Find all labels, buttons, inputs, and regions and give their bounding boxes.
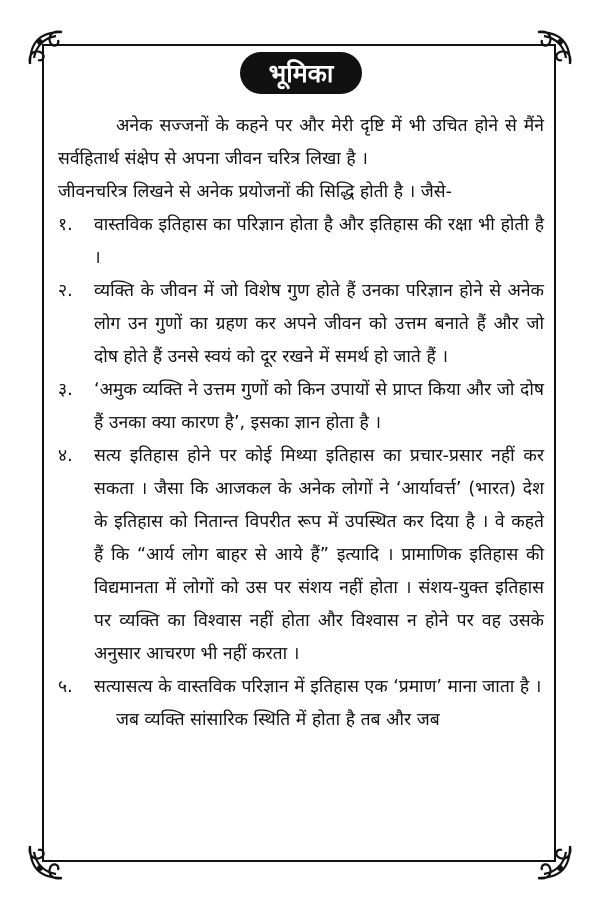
list-item-number: १. [58,215,73,235]
page-title: भूमिका [240,52,362,94]
list-item-number: ४. [58,446,73,466]
list-item-text: सत्यासत्य के वास्तविक परिज्ञान में इतिहास एक ‘प्रमाण’ माना जाता है । [94,677,542,697]
list-item-number: ५. [58,677,73,697]
intro-paragraph: अनेक सज्जनों के कहने पर और मेरी दृष्टि में भी उचित होने से मैंने सर्वहितार्थ संक्षेप से अपना जीवन चरित्र लिखा है । [58,116,544,169]
list-item-number: २. [58,281,73,301]
list-item-text: वास्तविक इतिहास का परिज्ञान होता है और इतिहास की रक्षा भी होती है । [94,215,544,268]
closing-paragraph: जब व्यक्ति सांसारिक स्थिति में होता है तब और जब [116,710,440,730]
list-item [58,275,544,374]
list-item-text: ‘अमुक व्यक्ति ने उत्तम गुणों को किन उपायों से प्राप्त किया और जो दोष हैं उनका क्या कारण है’, इसका ज्ञान होता है । [94,380,544,433]
corner-ornament-icon [26,842,66,882]
list-item [58,671,544,704]
document-body [58,110,544,737]
intro-paragraph: जीवनचरित्र लिखने से अनेक प्रयोजनों की सिद्धि होती है । जैसे- [58,182,452,202]
list-item [58,440,544,671]
purpose-list [58,209,544,704]
list-item-text: सत्य इतिहास होने पर कोई मिथ्या इतिहास का प्रचार-प्रसार नहीं कर सकता । जैसा कि आजकल के अनेक लोगों ने ‘आर्यावर्त्त’ (भारत) देश के इतिहास को नितान्त विपरीत रूप में उपस्थित कर दिया है । वे कहते हैं कि “आर्य लोग बाहर से आये हैं” इत्यादि । प्रामाणिक इतिहास की विद्यमानता में लोगों को उस पर संशय नहीं होता । संशय-युक्त इतिहास पर व्यक्ति का विश्वास नहीं होता और विश्वास न होने पर वह उसके अनुसार आचरण भी नहीं करता । [94,446,544,664]
list-item [58,374,544,440]
list-item-text: व्यक्ति के जीवन में जो विशेष गुण होते हैं उनका परिज्ञान होने से अनेक लोग उन गुणों का ग्रहण कर अपने जीवन को उत्तम बनाते हैं और जो दोष होते हैं उनसे स्वयं को दूर रखने में समर्थ हो जाते हैं । [94,281,544,367]
corner-ornament-icon [26,28,66,68]
corner-ornament-icon [534,28,574,68]
corner-ornament-icon [534,842,574,882]
list-item-number: ३. [58,380,73,400]
list-item [58,209,544,275]
